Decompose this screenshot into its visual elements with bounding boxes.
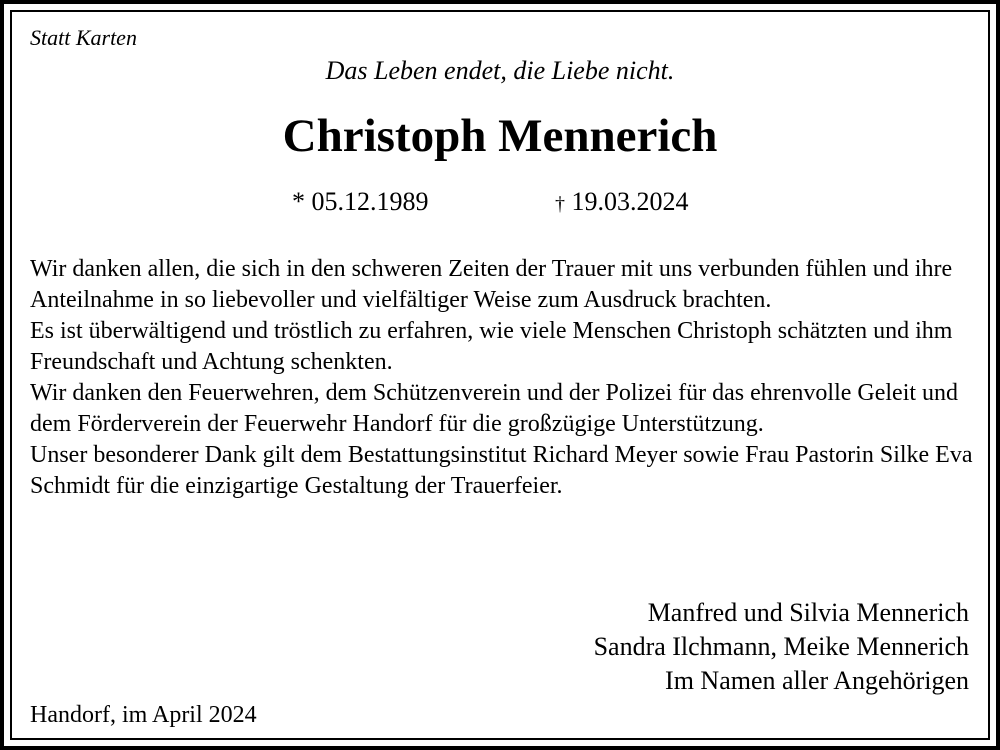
- death-date: 19.03.2024: [571, 187, 689, 216]
- deceased-name: Christoph Mennerich: [282, 110, 718, 162]
- paragraph: Wir danken den Feuerwehren, dem Schützenverein und der Polizei für das ehrenvolle Geleit und dem Förderverein der Feuerwehr Handorf für die großzügige Unterstützung.: [30, 380, 959, 437]
- signature-line: Manfred und Silvia Mennerich: [647, 598, 969, 627]
- birth-date-group: [292, 185, 429, 219]
- death-cross-icon: †: [555, 193, 565, 215]
- signature-line: Sandra Ilchmann, Meike Mennerich: [593, 632, 969, 661]
- death-date-group: [555, 185, 689, 221]
- header-note: Statt Karten: [30, 25, 137, 50]
- paragraph: Es ist überwältigend und tröstlich zu erfahren, wie viele Menschen Christoph schätzten und ihm Freundschaft und Achtung schenkten.: [30, 318, 953, 375]
- birth-date: 05.12.1989: [311, 187, 429, 216]
- birth-star-icon: *: [292, 187, 305, 216]
- motto: Das Leben endet, die Liebe nicht.: [325, 56, 675, 85]
- paragraph: Unser besonderer Dank gilt dem Bestattungsinstitut Richard Meyer sowie Frau Pastorin Silke Eva Schmidt für die einzigartige Gestaltung der Trauerfeier.: [30, 442, 973, 499]
- paragraph: Wir danken allen, die sich in den schweren Zeiten der Trauer mit uns verbunden fühlen und ihre Anteilnahme in so liebevoller und vielfältiger Weise zum Ausdruck brachten.: [30, 256, 953, 313]
- thank-you-text: [30, 254, 975, 502]
- place-date: Handorf, im April 2024: [30, 702, 257, 728]
- signatures: [594, 596, 969, 698]
- life-dates: [0, 185, 1000, 219]
- signature-line: Im Namen aller Angehörigen: [665, 666, 969, 695]
